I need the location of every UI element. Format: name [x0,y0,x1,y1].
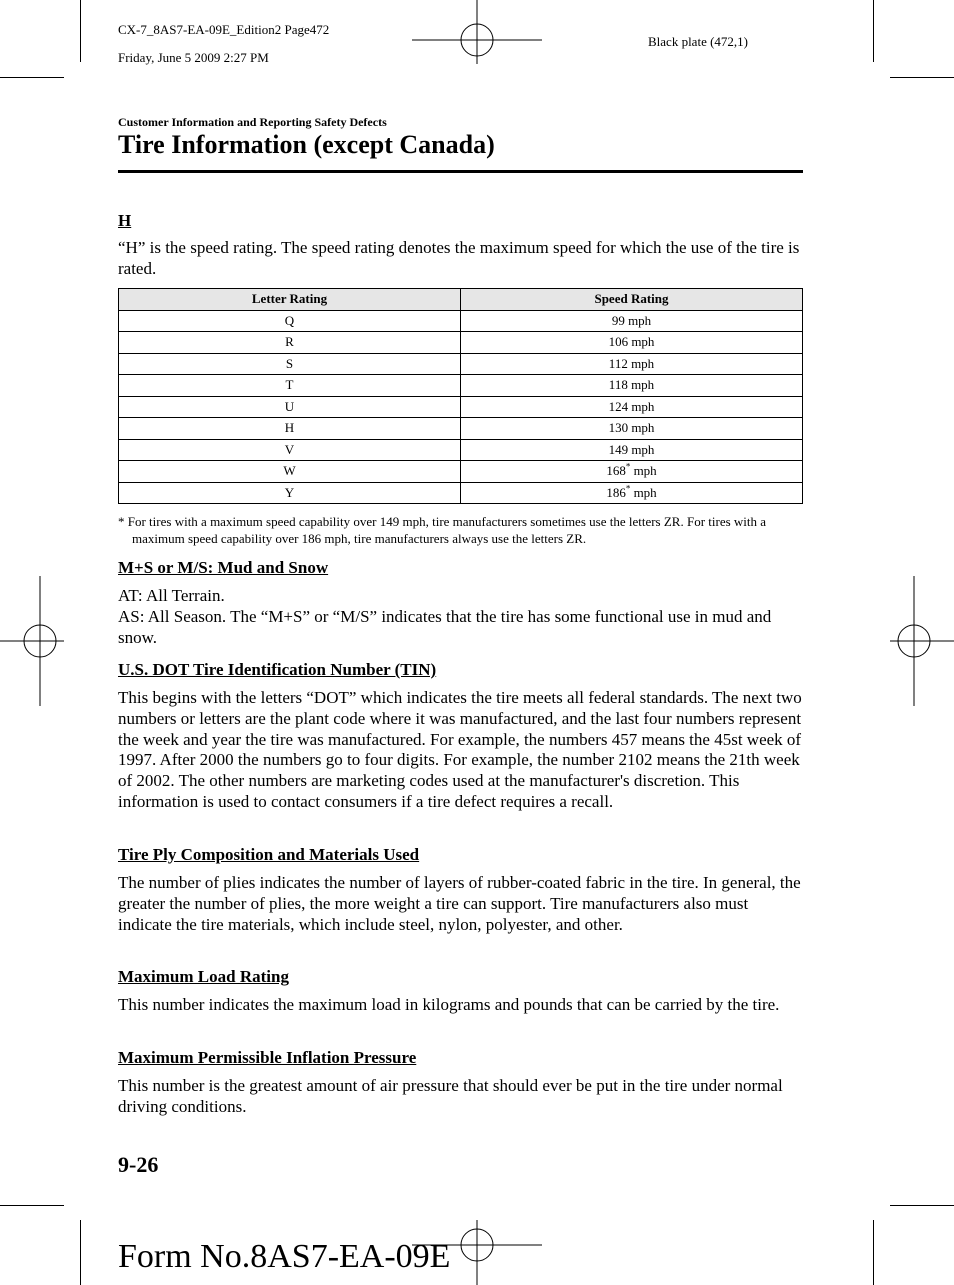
section-heading: Tire Ply Composition and Materials Used [118,845,420,864]
speed-cell: 106 mph [461,332,803,354]
speed-cell: 149 mph [461,439,803,461]
section-mud-snow [118,557,804,648]
speed-unit: mph [630,463,657,479]
speed-cell [461,482,803,504]
column-header-letter: Letter Rating [119,289,461,311]
table-row [119,310,803,332]
page-title: Tire Information (except Canada) [118,130,495,159]
section-heading: M+S or M/S: Mud and Snow [118,558,329,577]
crop-mark-top-left-h [0,77,64,78]
registration-mark-left [0,576,80,706]
crop-mark-bottom-left-h [0,1205,64,1206]
registration-mark-top [412,0,542,80]
speed-cell: 130 mph [461,418,803,440]
speed-rating-table [118,288,803,504]
section-heading: Maximum Load Rating [118,967,289,986]
table-row [119,375,803,397]
letter-cell: Q [119,310,461,332]
crop-mark-top-right-h [890,77,954,78]
section-body: This number indicates the maximum load in kilograms and pounds that can be carried by the tire. [118,995,780,1014]
section-body: This number is the greatest amount of air pressure that should ever be put in the tire under normal driving conditions. [118,1076,783,1116]
section-max-pressure [118,1047,804,1118]
letter-cell: T [119,375,461,397]
table-row [119,353,803,375]
footnote-marker: * [625,461,631,472]
section-ply [118,844,804,935]
table-row [119,461,803,483]
section-body: This begins with the letters “DOT” which indicates the tire meets all federal standards. The next two numbers or letters are the plant code where it was manufactured, and the last four numbers represent the week and year the tire was manufactured. For example, the numbers 457 means the 45st week of 1997. After 2000 the numbers go to four digits. For example, the number 2102 means the 21th week of 2002. The other numbers are marketing codes used at the manufacturer's discretion. This information is used to contact consumers if a tire defect requires a recall. [118,688,802,811]
speed-value: 186 [606,484,626,500]
footnote-marker: * [625,483,631,494]
table-row [119,418,803,440]
section-heading: H [118,211,132,230]
letter-cell: W [119,461,461,483]
crop-mark-top-right-v [873,0,874,62]
letter-cell: V [119,439,461,461]
page-number: 9-26 [118,1152,159,1177]
table-row [119,439,803,461]
section-body: “H” is the speed rating. The speed rating denotes the maximum speed for which the use of the tire is rated. [118,238,800,278]
speed-cell: 124 mph [461,396,803,418]
table-header-row [119,289,803,311]
letter-cell: R [119,332,461,354]
section-tin [118,659,804,813]
crop-mark-bottom-left-v [80,1220,81,1285]
slug-date-line: Friday, June 5 2009 2:27 PM [118,50,269,65]
slug-file-line: CX-7_8AS7-EA-09E_Edition2 Page472 [118,22,330,37]
table-row [119,332,803,354]
letter-cell: H [119,418,461,440]
crop-mark-top-left-v [80,0,81,62]
letter-cell: U [119,396,461,418]
section-max-load [118,966,804,1016]
letter-cell: Y [119,482,461,504]
breadcrumb: Customer Information and Reporting Safety Defects [118,115,387,129]
form-number: Form No.8AS7-EA-09E [118,1238,451,1275]
section-heading: U.S. DOT Tire Identification Number (TIN) [118,660,437,679]
speed-rating-table-wrap [118,288,803,504]
speed-cell [461,461,803,483]
black-plate-label: Black plate (472,1) [648,34,748,49]
section-body-line: AT: All Terrain. [118,586,225,605]
speed-cell: 118 mph [461,375,803,397]
table-row [119,482,803,504]
section-body: The number of plies indicates the number of layers of rubber-coated fabric in the tire. In general, the greater the number of plies, the more weight a tire can support. Tire manufacturers also must indicate the tire materials, which include steel, nylon, polyester, and other. [118,873,801,934]
letter-cell: S [119,353,461,375]
table-footnote: * For tires with a maximum speed capability over 149 mph, tire manufacturers sometimes use the letters ZR. For tires with a maximum speed capability over 186 mph, tire manufacturers always use the letters ZR. [118,514,767,546]
speed-cell: 99 mph [461,310,803,332]
section-heading: Maximum Permissible Inflation Pressure [118,1048,417,1067]
section-body-line: AS: All Season. The “M+S” or “M/S” indicates that the tire has some functional use in mud and snow. [118,606,772,647]
speed-cell: 112 mph [461,353,803,375]
crop-mark-bottom-right-v [873,1220,874,1285]
registration-mark-right [874,576,954,706]
title-rule [118,170,803,173]
print-slug [118,9,329,79]
table-row [119,396,803,418]
speed-unit: mph [630,484,657,500]
section-speed-rating [118,210,804,280]
column-header-speed: Speed Rating [461,289,803,311]
crop-mark-bottom-right-h [890,1205,954,1206]
speed-value: 168 [606,463,626,479]
